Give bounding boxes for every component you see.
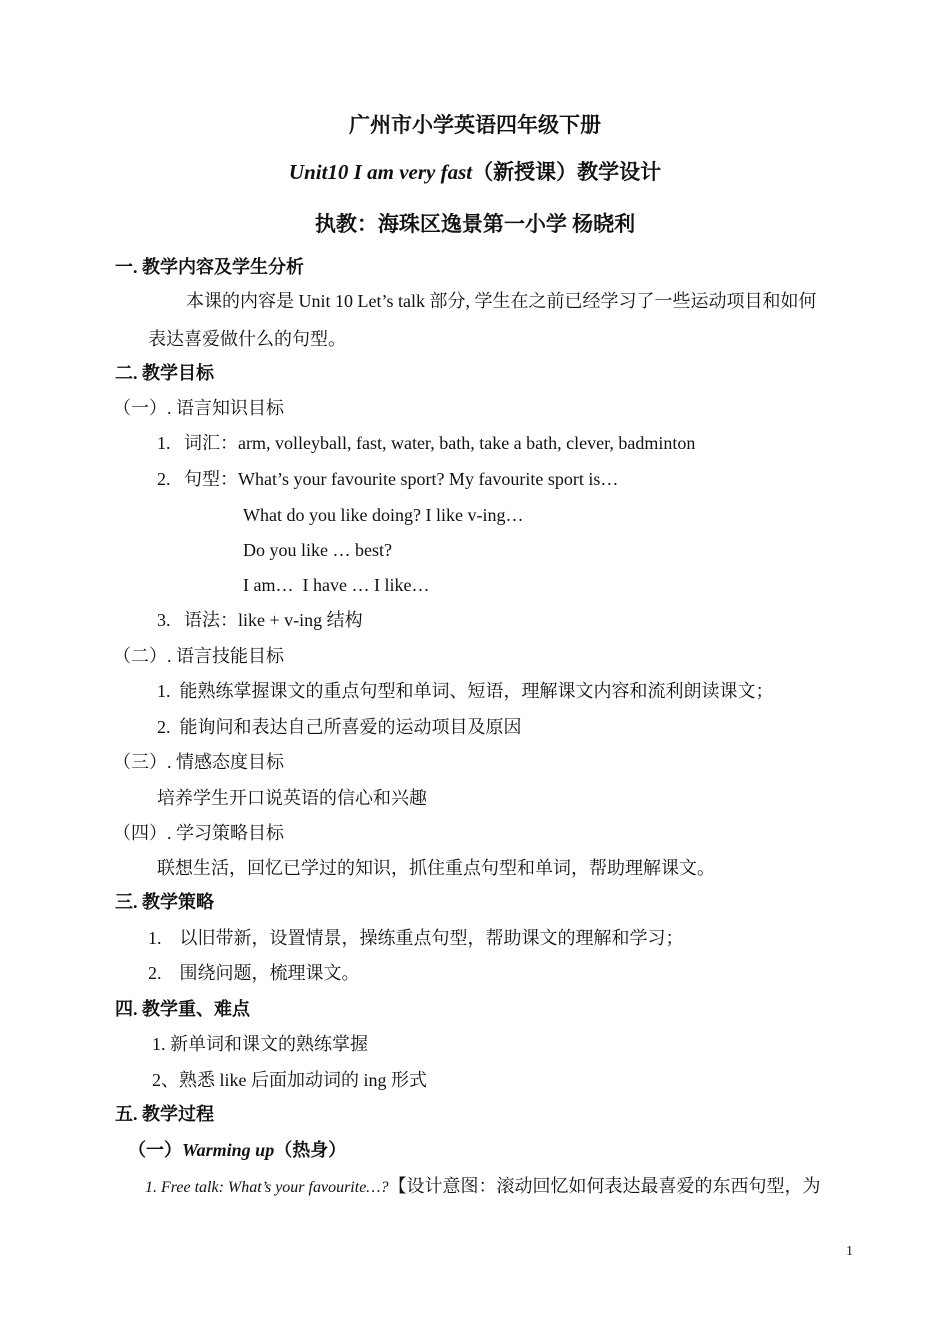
sub1-item2-line3: Do you like … best? bbox=[243, 540, 392, 560]
sub2-item2: 2. 能询问和表达自己所喜爱的运动项目及原因 bbox=[157, 717, 522, 737]
sub1-item3: 3. 语法：like + v-ing 结构 bbox=[157, 610, 363, 630]
section-5-item1 bbox=[145, 1174, 821, 1200]
section-3-item2: 2. 围绕问题，梳理课文。 bbox=[148, 963, 360, 983]
section-5-sub1 bbox=[128, 1138, 346, 1162]
sub1-prefix: （一） bbox=[128, 1140, 182, 1160]
item1-en: 1. Free talk: What’s your favourite…? bbox=[145, 1179, 389, 1196]
doc-subtitle bbox=[0, 160, 950, 184]
section-4-item1: 1. 新单词和课文的熟练掌握 bbox=[152, 1034, 368, 1054]
sub4-text: 联想生活，回忆已学过的知识，抓住重点句型和单词，帮助理解课文。 bbox=[157, 858, 715, 878]
sub1-item2-line2: What do you like doing? I like v-ing… bbox=[243, 505, 524, 525]
section-2-sub1-title: （一）. 语言知识目标 bbox=[113, 398, 284, 418]
section-2-sub2-title: （二）. 语言技能目标 bbox=[113, 646, 284, 666]
section-2-title: 二. 教学目标 bbox=[115, 363, 214, 383]
subtitle-rest: （新授课）教学设计 bbox=[472, 160, 662, 184]
section-5-title: 五. 教学过程 bbox=[115, 1104, 214, 1124]
doc-title: 广州市小学英语四年级下册 bbox=[349, 113, 601, 137]
section-1-para-line1: 本课的内容是 Unit 10 Let’s talk 部分, 学生在之前已经学习了一些运动项目和如何 bbox=[186, 291, 817, 311]
item1-rest: 【设计意图：滚动回忆如何表达最喜爱的东西句型，为 bbox=[388, 1176, 821, 1196]
section-3-title: 三. 教学策略 bbox=[115, 892, 214, 912]
page-number: 1 bbox=[846, 1244, 853, 1259]
section-3-item1: 1. 以旧带新，设置情景，操练重点句型，帮助课文的理解和学习； bbox=[148, 928, 684, 948]
section-2-sub4-title: （四）. 学习策略目标 bbox=[113, 823, 284, 843]
sub1-item2: 2. 句型：What’s your favourite sport? My favourite sport is… bbox=[157, 469, 619, 489]
sub1-item1: 1. 词汇：arm, volleyball, fast, water, bath, take a bath, clever, badminton bbox=[157, 433, 696, 453]
teacher-line: 执教：海珠区逸景第一小学 杨晓利 bbox=[314, 212, 636, 236]
sub2-item1: 1. 能熟练掌握课文的重点句型和单词、短语，理解课文内容和流利朗读课文； bbox=[157, 681, 774, 701]
subtitle-unit: Unit10 I am very fast bbox=[288, 160, 473, 184]
sub1-suffix: （热身） bbox=[274, 1140, 347, 1160]
sub1-en: Warming up bbox=[182, 1140, 275, 1160]
sub1-item2-line4: I am… I have … I like… bbox=[243, 575, 430, 595]
section-4-title: 四. 教学重、难点 bbox=[115, 999, 250, 1019]
sub3-text: 培养学生开口说英语的信心和兴趣 bbox=[157, 788, 427, 808]
section-1-title: 一. 教学内容及学生分析 bbox=[115, 257, 304, 277]
section-2-sub3-title: （三）. 情感态度目标 bbox=[113, 752, 284, 772]
section-1-para-line2: 表达喜爱做什么的句型。 bbox=[148, 329, 346, 349]
section-4-item2: 2、熟悉 like 后面加动词的 ing 形式 bbox=[152, 1070, 427, 1090]
